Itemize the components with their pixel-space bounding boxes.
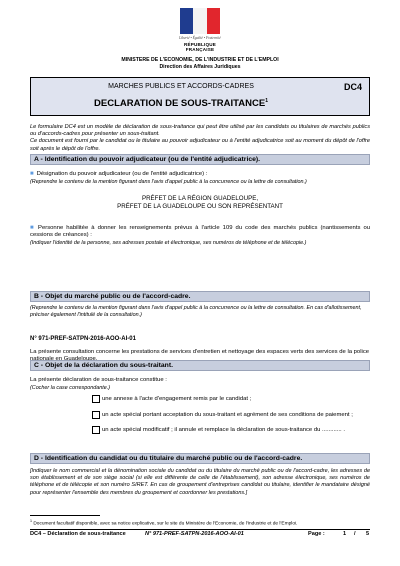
- footnote-marker: 1: [30, 519, 32, 523]
- title-box: [30, 77, 370, 116]
- option-annex: [92, 395, 251, 403]
- consultation-description: La présente consultation concerne les prestations de services d'entretien et nettoyage des espaces verts des services de la police: [30, 349, 370, 355]
- option-special-act-label: un acte spécial portant acceptation du sous-traitant et agrément de ses conditions de paiement ;: [102, 412, 353, 418]
- footer-doc-title: DC4 – Déclaration de sous-traitance: [30, 531, 126, 537]
- footnote: [30, 519, 370, 527]
- footer-page-number: 1: [343, 531, 347, 537]
- republique-francaise-logo: [170, 8, 230, 53]
- declaration-intro: La présente déclaration de sous-traitance constitue :: [30, 377, 167, 383]
- flag-icon: [180, 8, 220, 34]
- ministry-name: MINISTERE DE L'ECONOMIE, DE L'INDUSTRIE ET DE L'EMPLOI: [121, 57, 279, 63]
- authority-line-1: PRÉFET DE LA RÉGION GUADELOUPE,: [141, 195, 259, 202]
- bullet-icon: ■: [30, 171, 34, 177]
- footnote-text: Document facultatif disponible, avec sa notice explicative, sur le site du Ministère de l'Economie, de l'Industrie et de l'Emploi.: [33, 521, 298, 527]
- candidate-instructions: [Indiquer le nom commercial et la dénomination sociale du candidat ou du titulaire du marché public ou de l'accord-cadre, les adresses de son établissement et de son siège social (si elle est différente de celle de l'établissement), son adresse électronique, ses numéros de téléphone et de télécopie et son numéro SIRET. En cas de groupement d'entreprises candidat ou titulaire, identifier le mandataire désigné pour représenter l'ensemble des membres du groupement et coordonner les prestations.]: [30, 468, 370, 496]
- special-act-checkbox[interactable]: [92, 411, 100, 419]
- authorized-person-note: (Indiquer l'identité de la personne, ses adresses postale et électronique, ses numéros de téléphone et de télécopie.): [30, 240, 307, 246]
- authorized-person-label: Personne habilitée à donner les renseignements prévus à l'article 109 du code des marchés publics (nantissements ou cessions de créances) :: [30, 225, 370, 239]
- section-a-header: A - Identification du pouvoir adjudicateur (ou de l'entité adjudicatrice).: [30, 154, 370, 165]
- direction-name: Direction des Affaires Juridiques: [159, 64, 241, 70]
- intro-paragraph-2: Ce document est fourni par le candidat ou le titulaire au pouvoir adjudicateur ou à l'entité adjudicatrice soit au moment du dépôt de l'offre soit après le dépôt de l'offre.: [30, 138, 370, 152]
- section-c-header: C - Objet de la déclaration du sous-traitant.: [30, 360, 370, 371]
- footnote-divider: [30, 515, 100, 516]
- option-annex-label: une annexe à l'acte d'engagement remis par le candidat ;: [102, 396, 252, 402]
- document-title-text: DECLARATION DE SOUS-TRAITANCE: [94, 98, 266, 110]
- title-subtitle: MARCHES PUBLICS ET ACCORDS-CADRES: [108, 83, 254, 90]
- footer-page-label: Page :: [308, 531, 325, 537]
- annex-checkbox[interactable]: [92, 395, 100, 403]
- document-title: [31, 98, 331, 109]
- designation-line: [30, 171, 370, 178]
- section-d-header: D - Identification du candidat ou du titulaire du marché public ou de l'accord-cadre.: [30, 453, 370, 464]
- form-code: DC4: [343, 82, 362, 92]
- designation-label: Désignation du pouvoir adjudicateur (ou de l'entité adjudicatrice) :: [36, 171, 208, 177]
- declaration-intro-note: (Cocher la case correspondante.): [30, 385, 111, 391]
- footer-page-separator: /: [354, 531, 356, 537]
- footer-page-total: 5: [366, 531, 370, 537]
- section-b-header: B - Objet du marché public ou de l'accord-cadre.: [30, 291, 370, 302]
- authorized-person-line: [30, 225, 370, 239]
- intro-text: [30, 124, 370, 153]
- title-footnote-ref: 1: [265, 98, 268, 104]
- footer-reference: N° 971-PREF-SATPN-2016-AOO-AI-01: [145, 531, 244, 537]
- option-modifying-act: [92, 426, 345, 434]
- logo-name: RÉPUBLIQUE FRANÇAISE: [183, 42, 217, 52]
- consultation-number: N° 971-PREF-SATPN-2016-AOO-AI-01: [30, 336, 136, 342]
- bullet-icon: ■: [30, 225, 36, 231]
- modifying-act-checkbox[interactable]: [92, 426, 100, 434]
- designation-note: (Reprendre le contenu de la mention figurant dans l'avis d'appel public à la concurrence ou la lettre de consultation.): [30, 179, 307, 185]
- logo-motto: Liberté • Égalité • Fraternité: [179, 36, 221, 40]
- page-footer: [30, 529, 370, 538]
- option-special-act: [92, 411, 353, 419]
- intro-paragraph-1: Le formulaire DC4 est un modèle de déclaration de sous-traitance qui peut être utilisé par les candidats ou titulaires de marchés publics ou d'accords-cadres pour présenter un sous-traitant.: [30, 124, 370, 138]
- object-note: (Reprendre le contenu de la mention figurant dans l'avis d'appel public à la concurrence ou la lettre de consultation. En cas d'allotissement, préciser également l'intitulé de la consultation.): [30, 305, 362, 319]
- authority-line-2: PRÉFET DE LA GUADELOUPE OU SON REPRÉSENTANT: [117, 203, 283, 210]
- option-modifying-act-label: un acte spécial modificatif ; il annule et remplace la déclaration de sous-traitance du ............ .: [102, 427, 345, 433]
